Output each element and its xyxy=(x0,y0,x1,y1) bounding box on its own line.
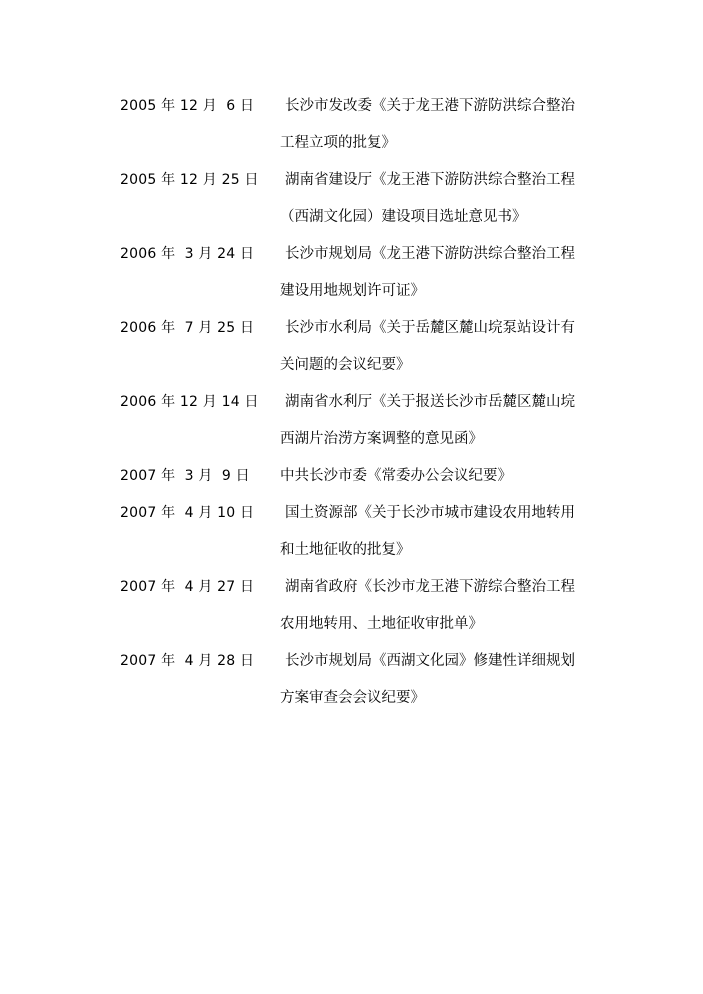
entry-line: 农用地转用、土地征收审批单》 xyxy=(280,616,483,632)
entry-line: 和土地征收的批复》 xyxy=(280,542,411,558)
entry-line: 长沙市规划局《西湖文化园》修建性详细规划 xyxy=(285,653,575,669)
entry-date: 2006 年 12 月 14 日 xyxy=(120,394,259,410)
entry-date: 2006 年 7 月 25 日 xyxy=(120,320,255,336)
entry-date: 2006 年 3 月 24 日 xyxy=(120,246,255,262)
entry-date: 2005 年 12 月 6 日 xyxy=(120,98,255,114)
entry-text xyxy=(280,384,620,458)
entry-line: 国土资源部《关于长沙市城市建设农用地转用 xyxy=(285,505,575,521)
timeline-entry xyxy=(0,495,703,569)
entry-line: 方案审查会会议纪要》 xyxy=(280,690,425,706)
document-body xyxy=(0,88,703,717)
entry-text xyxy=(280,236,620,310)
entry-date: 2005 年 12 月 25 日 xyxy=(120,172,259,188)
entry-text xyxy=(280,569,620,643)
entry-date: 2007 年 3 月 9 日 xyxy=(120,468,250,484)
entry-text xyxy=(280,458,620,495)
timeline-entry xyxy=(0,162,703,236)
entry-date: 2007 年 4 月 10 日 xyxy=(120,505,255,521)
entry-line: 建设用地规划许可证》 xyxy=(280,283,425,299)
entry-line: 湖南省建设厅《龙王港下游防洪综合整治工程 xyxy=(285,172,575,188)
entry-text xyxy=(280,310,620,384)
timeline-entry xyxy=(0,569,703,643)
entry-line: 工程立项的批复》 xyxy=(280,135,396,151)
timeline-entry xyxy=(0,310,703,384)
timeline-entry xyxy=(0,236,703,310)
timeline-entry xyxy=(0,384,703,458)
entry-line: 长沙市水利局《关于岳麓区麓山垸泵站设计有 xyxy=(285,320,575,336)
timeline-entry xyxy=(0,458,703,495)
entry-date: 2007 年 4 月 27 日 xyxy=(120,579,255,595)
entry-line: 长沙市发改委《关于龙王港下游防洪综合整治 xyxy=(285,98,575,114)
entry-text xyxy=(280,495,620,569)
entry-text xyxy=(280,88,620,162)
entry-line: 西湖片治涝方案调整的意见函》 xyxy=(280,431,483,447)
entry-text xyxy=(280,162,620,236)
timeline-entry xyxy=(0,643,703,717)
entry-line: 湖南省水利厅《关于报送长沙市岳麓区麓山垸 xyxy=(285,394,575,410)
entry-line: 关问题的会议纪要》 xyxy=(280,357,411,373)
entry-line: 湖南省政府《长沙市龙王港下游综合整治工程 xyxy=(285,579,575,595)
entry-line: 中共长沙市委《常委办公会议纪要》 xyxy=(280,468,512,484)
entry-line: （西湖文化园）建设项目选址意见书》 xyxy=(280,209,527,225)
entry-text xyxy=(280,643,620,717)
entry-date: 2007 年 4 月 28 日 xyxy=(120,653,255,669)
entry-line: 长沙市规划局《龙王港下游防洪综合整治工程 xyxy=(285,246,575,262)
timeline-entry xyxy=(0,88,703,162)
